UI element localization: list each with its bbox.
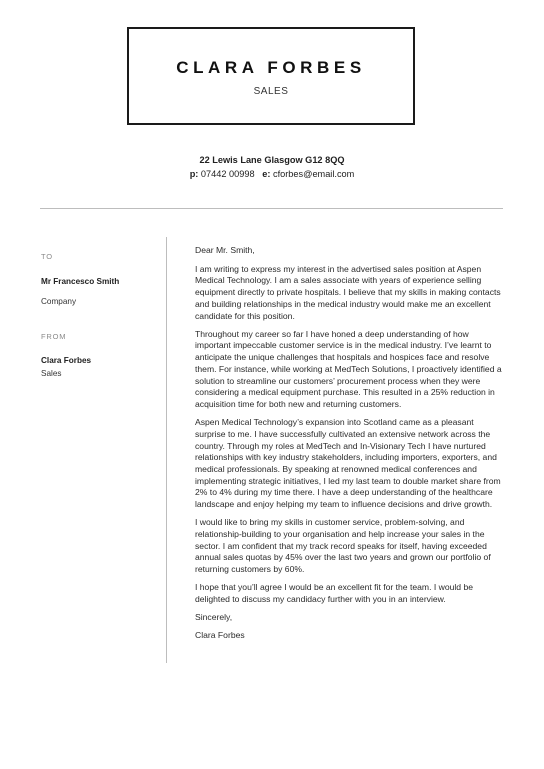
letter-paragraph: Aspen Medical Technology’s expansion into Scotland came as a pleasant surprise to me. I have successfully cultivated an extensive network across the country. Through my roles at MedTech and In-Visionary Tech I have nurtured relationships with key industry stakeholders, including importers, exporters, and medical professionals. By speaking at renowned medical conferences and implementing strategic initiatives, I led my last team to double market share from 2% to 4% during my time there. I have a deep understanding of the healthcare landscape and enjoy helping my team to influence decisions and drive growth. <box>195 417 501 510</box>
letter-paragraph: I would like to bring my skills in customer service, problem-solving, and relationship-building to your organisation and help increase your sales in the sector. I am confident that my track record speaks for itself, having exceeded annual sales quotas by 45% over the last two years and grown our portfolio of returning customers by 60%. <box>195 517 491 575</box>
candidate-title: SALES <box>253 86 289 97</box>
email-label: e: <box>262 169 271 179</box>
letter-paragraph: I hope that you’ll agree I would be an excellent fit for the team. I would be delighted to discuss my candidacy further with you in an interview. <box>195 582 474 604</box>
recipient-company: Company <box>41 297 77 306</box>
recipient-name: Mr Francesco Smith <box>41 277 120 286</box>
to-label: TO <box>41 252 53 261</box>
header-divider <box>40 208 503 209</box>
letter-salutation: Dear Mr. Smith, <box>195 245 255 255</box>
sender-name: Clara Forbes <box>41 356 92 365</box>
contact-phone: 07442 00998 <box>200 169 255 179</box>
contact-line <box>0 167 544 181</box>
from-label: FROM <box>41 332 67 341</box>
candidate-name: CLARA FORBES <box>176 58 366 77</box>
contact-address: 22 Lewis Lane Glasgow G12 8QQ <box>199 155 345 165</box>
name-header-box <box>127 27 415 125</box>
letter-paragraph: Throughout my career so far I have honed a deep understanding of how important impeccable customer service is in the medical industry. I’ve learnt to anticipate the unique challenges that hospitals and hospices face and resolve them. For instance, while working at MedTech Solutions, I proactively identified a solution to streamline our customers’ procurement process when they were considering a medical equipment purchase. This resulted in a 25% reduction in acquisition time for both new and returning customers. <box>195 328 502 409</box>
letter-body <box>195 245 505 649</box>
letter-closing: Sincerely, <box>195 612 233 623</box>
letter-paragraph: I am writing to express my interest in the advertised sales position at Aspen Medical Technology. I am a sales associate with years of experience selling equipment directly to private hospitals. I believe that my skills in making contacts and building relationships in the medical industry would make me an excellent candidate for this position. <box>195 263 501 321</box>
sender-title: Sales <box>41 369 62 378</box>
sidebar-divider <box>166 237 167 663</box>
phone-label: p: <box>189 169 199 179</box>
contact-block <box>0 154 544 181</box>
letter-signature: Clara Forbes <box>195 630 245 641</box>
contact-email: cforbes@email.com <box>272 169 355 179</box>
